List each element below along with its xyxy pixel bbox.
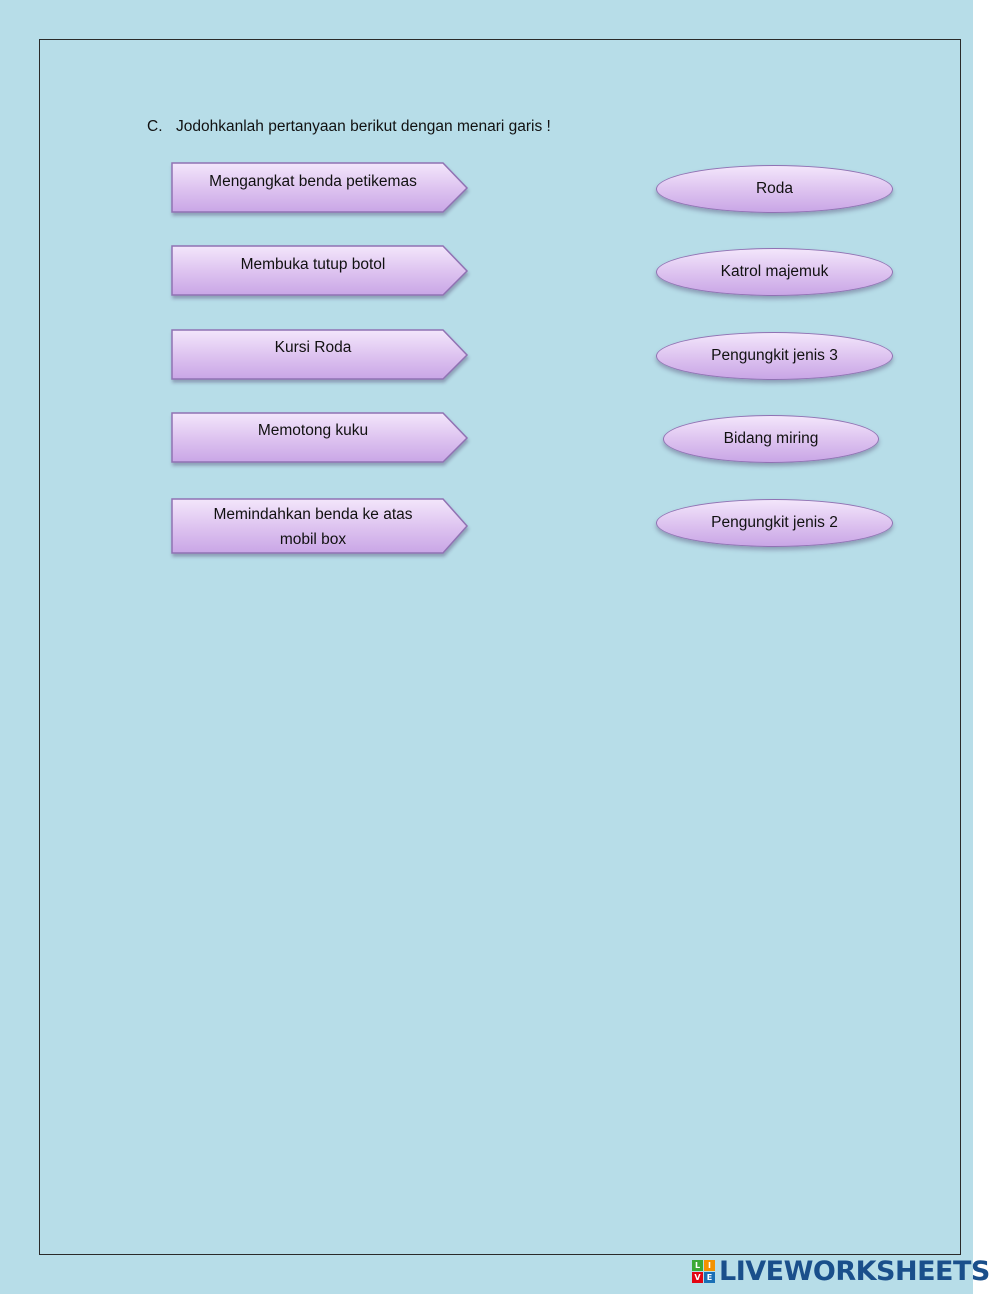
right-item-1[interactable]: Roda — [656, 165, 893, 213]
left-item-label-line1: Memindahkan benda ke atas — [213, 506, 413, 523]
right-item-4[interactable]: Bidang miring — [663, 415, 879, 463]
left-item-3[interactable] — [172, 330, 468, 380]
left-item-1[interactable] — [172, 163, 468, 213]
left-item-label: Kursi Roda — [274, 339, 352, 356]
left-item-label — [172, 502, 454, 552]
left-item-label-line2: mobil box — [279, 531, 347, 548]
logo-tile-e: E — [704, 1272, 715, 1283]
logo-tile-l: L — [692, 1260, 703, 1271]
left-item-5[interactable] — [172, 499, 468, 555]
left-item-2[interactable] — [172, 246, 468, 296]
instruction-text: Jodohkanlah pertanyaan berikut dengan menari garis ! — [176, 118, 551, 135]
left-item-4[interactable] — [172, 413, 468, 463]
worksheet-border — [39, 39, 961, 1255]
logo-tile-v: V — [692, 1272, 703, 1283]
left-item-label: Memotong kuku — [257, 422, 369, 439]
right-item-5[interactable]: Pengungkit jenis 2 — [656, 499, 893, 547]
liveworksheets-logo-icon — [692, 1260, 715, 1283]
right-item-2[interactable]: Katrol majemuk — [656, 248, 893, 296]
left-item-label: Membuka tutup botol — [240, 256, 386, 273]
section-letter: C. — [147, 118, 163, 135]
instruction — [147, 118, 551, 136]
liveworksheets-logo-text: LIVEWORKSHEETS — [719, 1255, 990, 1287]
liveworksheets-logo[interactable] — [692, 1256, 990, 1286]
left-item-label: Mengangkat benda petikemas — [209, 173, 417, 190]
logo-tile-i: I — [704, 1260, 715, 1271]
right-item-3[interactable]: Pengungkit jenis 3 — [656, 332, 893, 380]
